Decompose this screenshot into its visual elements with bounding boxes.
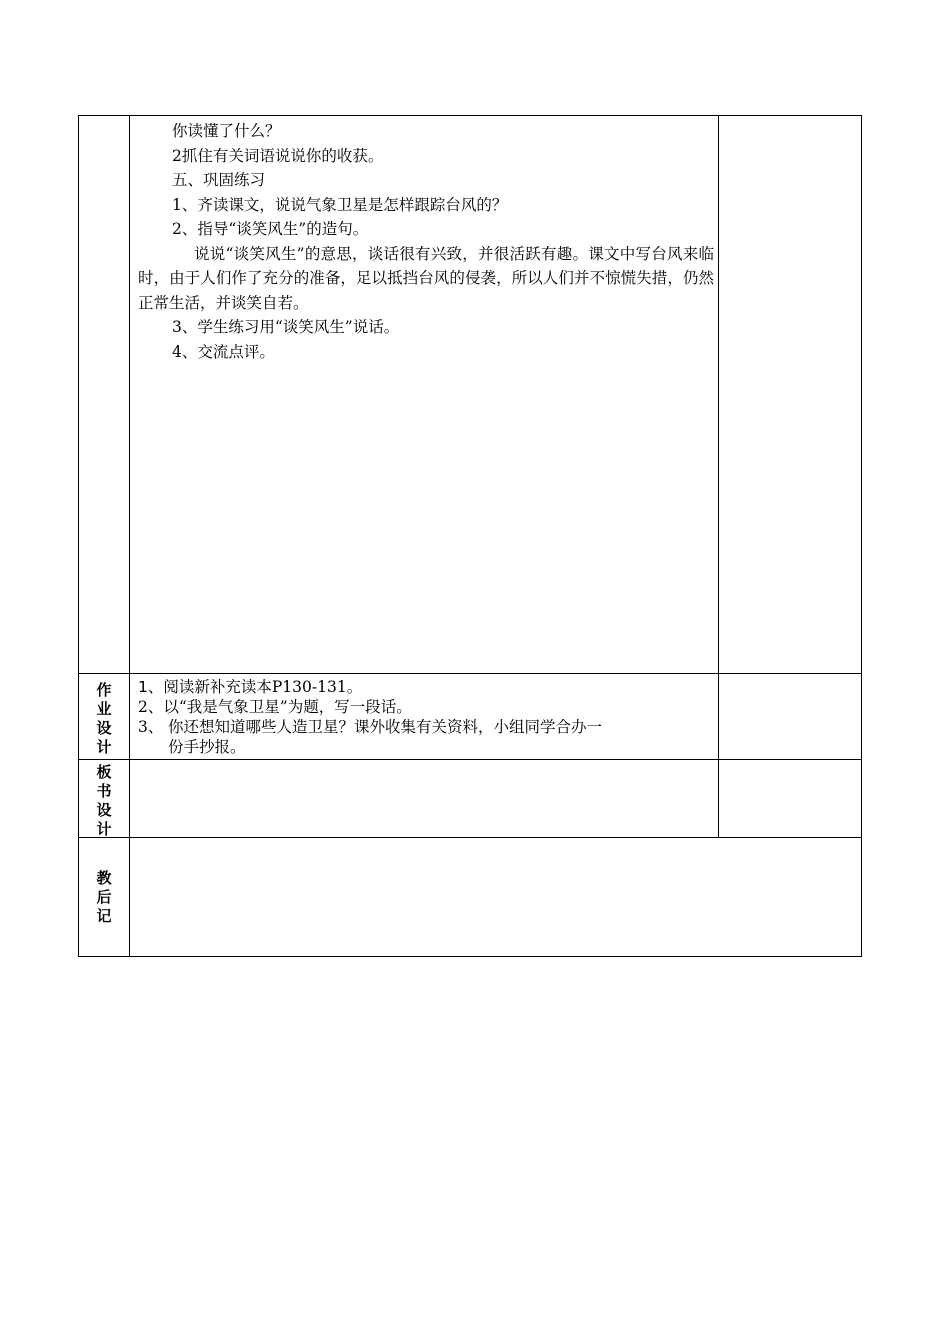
lesson-paragraph: 五、巩固练习 — [172, 171, 266, 189]
board-design-label: 板书设计 — [96, 763, 112, 838]
lesson-paragraph: 1、齐读课文，说说气象卫星是怎样跟踪台风的？ — [172, 195, 508, 214]
lesson-paragraph: 4、交流点评。 — [172, 342, 275, 361]
table-border-left — [78, 115, 79, 957]
lesson-paragraph: 2、指导“谈笑风生”的造句。 — [172, 220, 369, 238]
list-item: 1、阅读新补充读本P130-131。 — [138, 678, 363, 696]
homework-label: 作业设计 — [96, 681, 112, 756]
row-divider — [78, 673, 862, 674]
homework-list — [138, 677, 714, 757]
lesson-plan-table — [78, 115, 862, 957]
lesson-content — [138, 119, 714, 364]
table-border-right — [861, 115, 862, 957]
column-divider — [718, 115, 719, 838]
reflection-label: 教后记 — [96, 869, 112, 925]
lesson-paragraph: 2抓住有关词语说说你的收获。 — [172, 146, 384, 165]
lesson-paragraph: 你读懂了什么？ — [172, 122, 281, 140]
lesson-paragraph: 3、学生练习用“谈笑风生”说话。 — [172, 318, 400, 336]
list-item: 2、以“我是气象卫星”为题，写一段话。 — [138, 698, 412, 716]
column-divider — [129, 115, 130, 957]
table-border-bottom — [78, 956, 862, 957]
row-divider — [78, 759, 862, 760]
row-divider — [78, 837, 862, 838]
table-border-top — [78, 115, 862, 116]
lesson-explanation: 说说“谈笑风生”的意思，谈话很有兴致，并很活跃有趣。课文中写台风来临时，由于人们作了充分的准备，足以抵挡台风的侵袭，所以人们并不惊慌失措，仍然正常生活，并谈笑自若。 — [138, 244, 714, 312]
list-item: 3、 你还想知道哪些人造卫星？课外收集有关资料，小组同学合办一 — [138, 718, 603, 736]
list-item-continuation: 份手抄报。 — [168, 738, 246, 756]
